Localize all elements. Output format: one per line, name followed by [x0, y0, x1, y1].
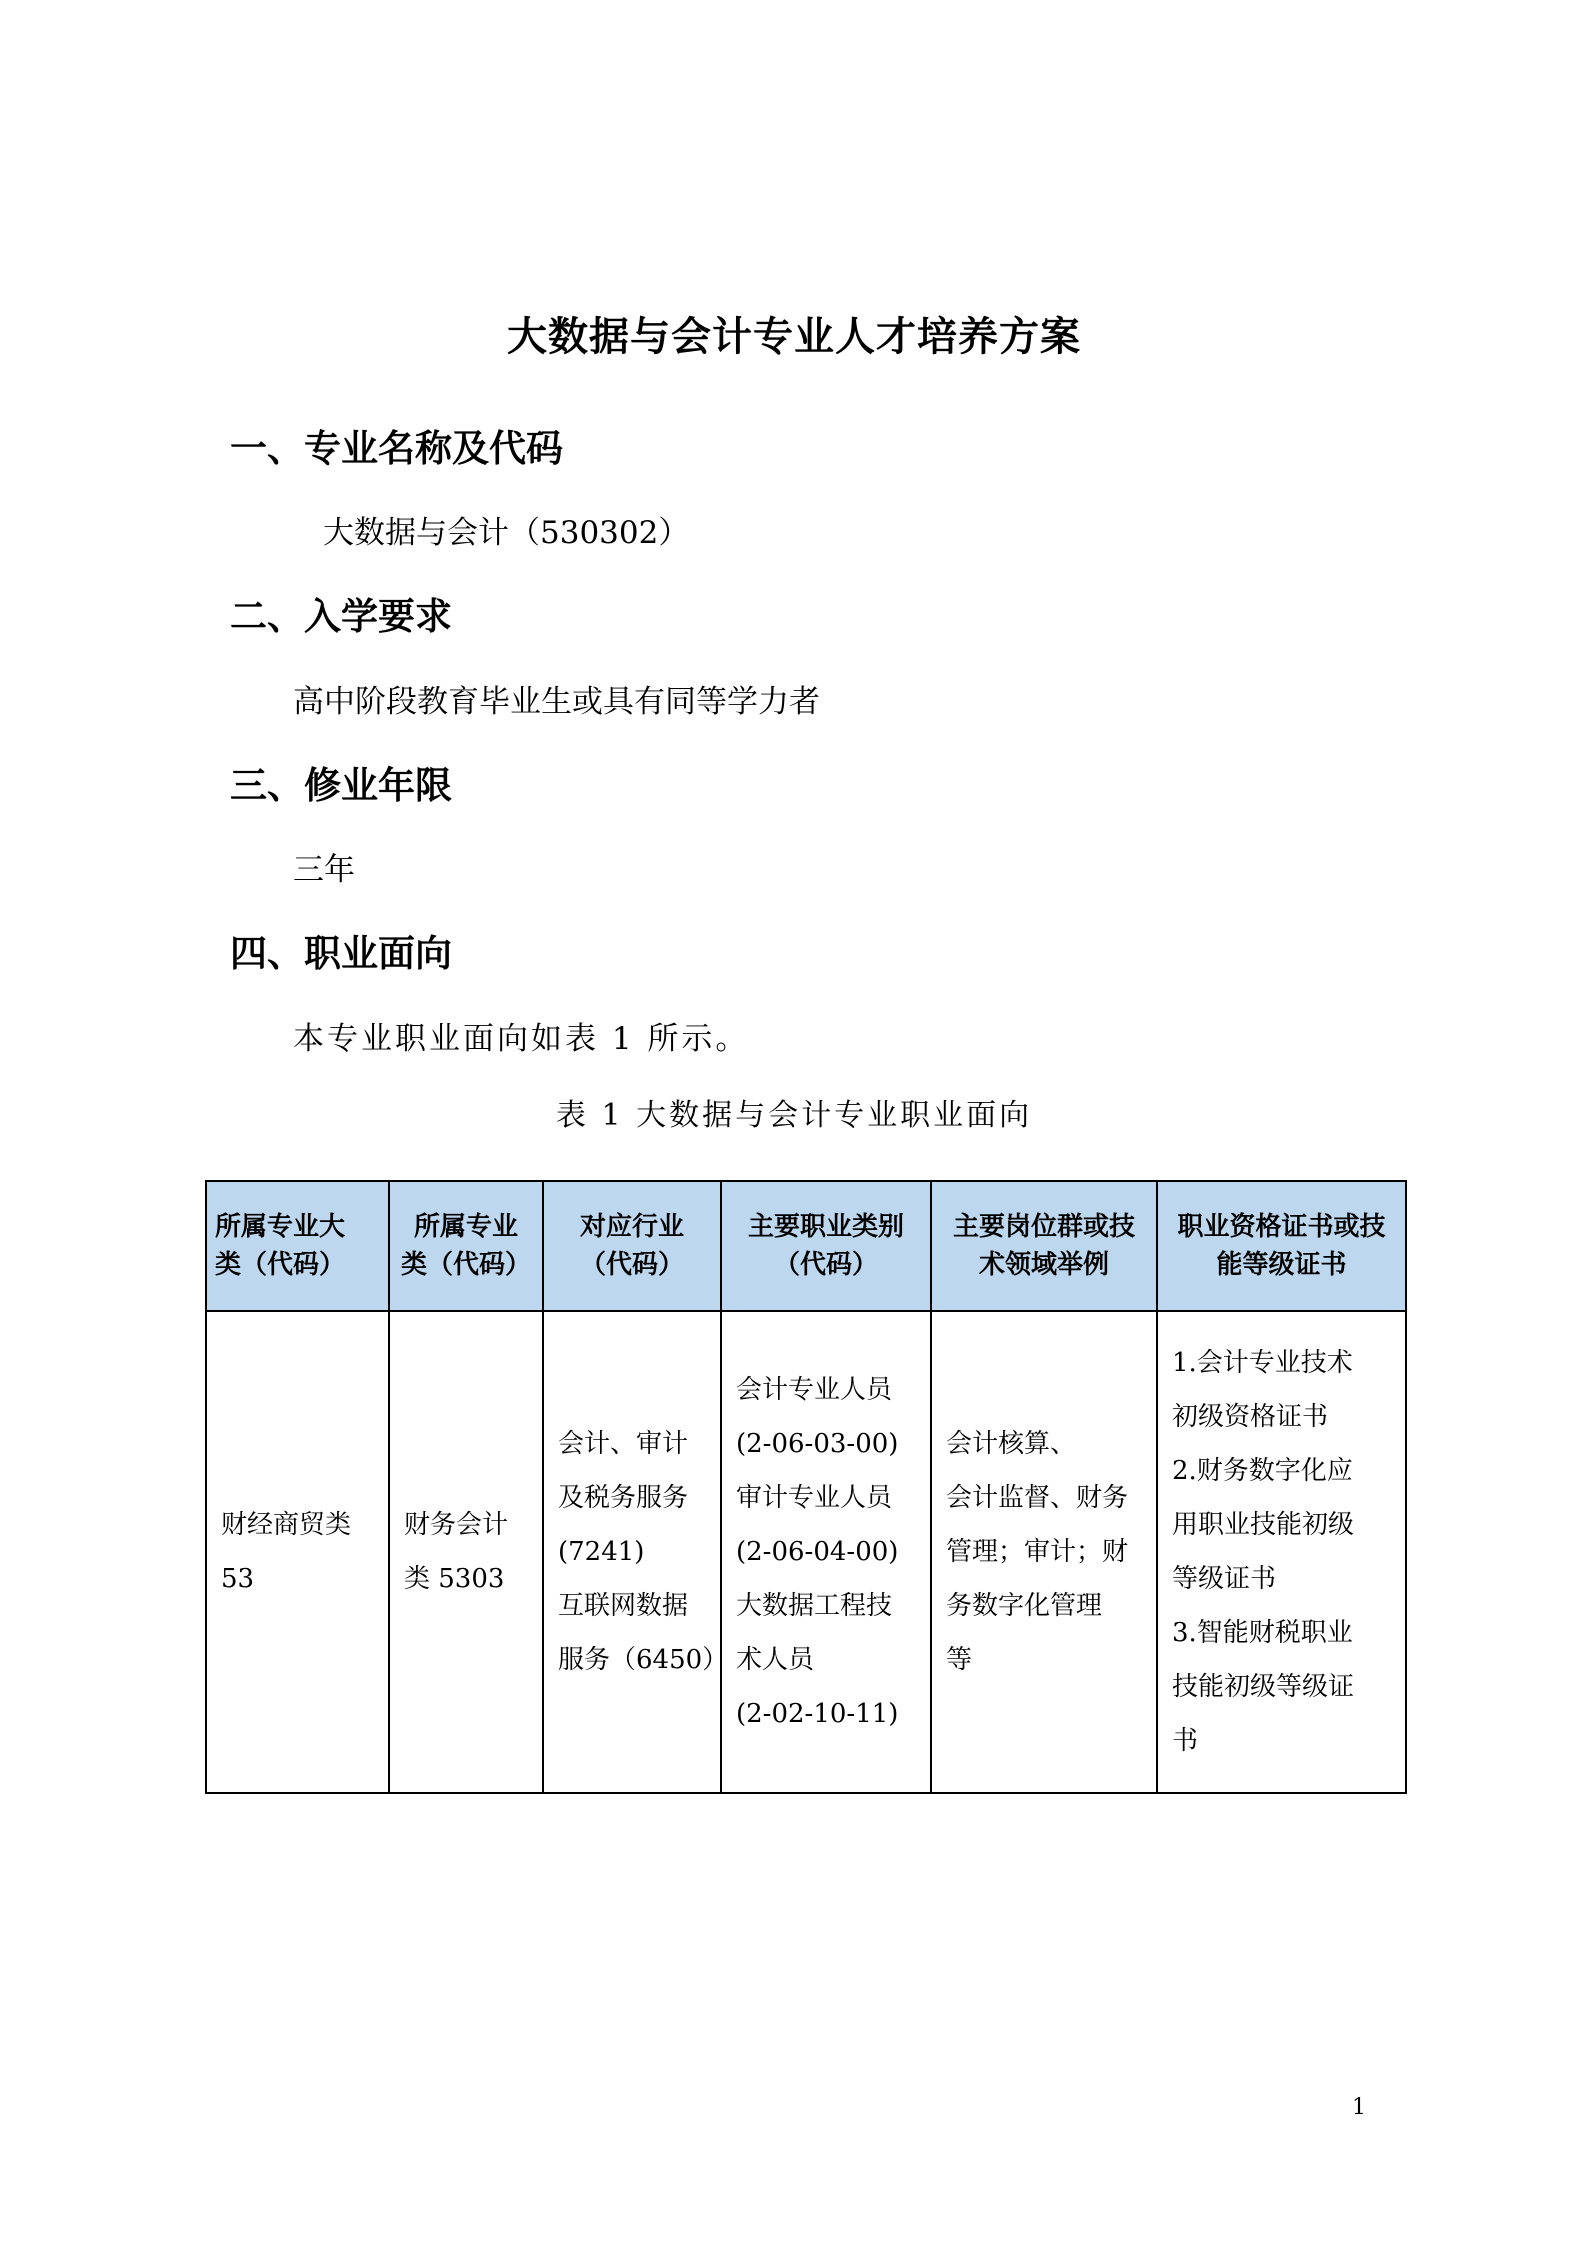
- document-title: 大数据与会计专业人才培养方案: [507, 314, 1081, 360]
- header-major-category: 所属专业大 类（代码）: [206, 1181, 389, 1311]
- section-body-career: 本专业职业面向如表 1 所示。: [293, 1021, 750, 1057]
- section-heading-duration: 三、修业年限: [230, 764, 452, 807]
- section-heading-career: 四、职业面向: [230, 932, 452, 975]
- header-major-class: 所属专业 类（代码）: [389, 1181, 543, 1311]
- table-caption: 表 1 大数据与会计专业职业面向: [555, 1098, 1033, 1133]
- header-job-positions: 主要岗位群或技 术领域举例: [931, 1181, 1157, 1311]
- header-industry: 对应行业 （代码）: [543, 1181, 721, 1311]
- cell-major-class: 财务会计 类 5303: [389, 1311, 543, 1793]
- header-occupation: 主要职业类别 （代码）: [721, 1181, 931, 1311]
- cell-certificates: 1.会计专业技术 初级资格证书 2.财务数字化应 用职业技能初级 等级证书 3.智能财税职业 技能初级等级证 书: [1157, 1311, 1406, 1793]
- table-row: [206, 1311, 1406, 1793]
- header-certificates: 职业资格证书或技 能等级证书: [1157, 1181, 1406, 1311]
- section-body-admission: 高中阶段教育毕业生或具有同等学力者: [293, 684, 820, 720]
- career-table: [205, 1180, 1407, 1794]
- section-body-major-name: 大数据与会计（530302）: [323, 515, 690, 551]
- cell-occupation: 会计专业人员 (2-06-03-00) 审计专业人员 (2-06-04-00) 大数据工程技 术人员 (2-02-10-11): [721, 1311, 931, 1793]
- cell-job-positions: 会计核算、 会计监督、财务 管理；审计；财 务数字化管理 等: [931, 1311, 1157, 1793]
- section-body-duration: 三年: [293, 852, 355, 888]
- cell-major-category: 财经商贸类 53: [206, 1311, 389, 1793]
- table-header-row: [206, 1181, 1406, 1311]
- section-heading-admission: 二、入学要求: [230, 595, 452, 638]
- page-number: 1: [1352, 2095, 1366, 2120]
- section-heading-major-name: 一、专业名称及代码: [230, 427, 563, 470]
- cell-industry: 会计、审计 及税务服务 (7241) 互联网数据 服务（6450）: [543, 1311, 721, 1793]
